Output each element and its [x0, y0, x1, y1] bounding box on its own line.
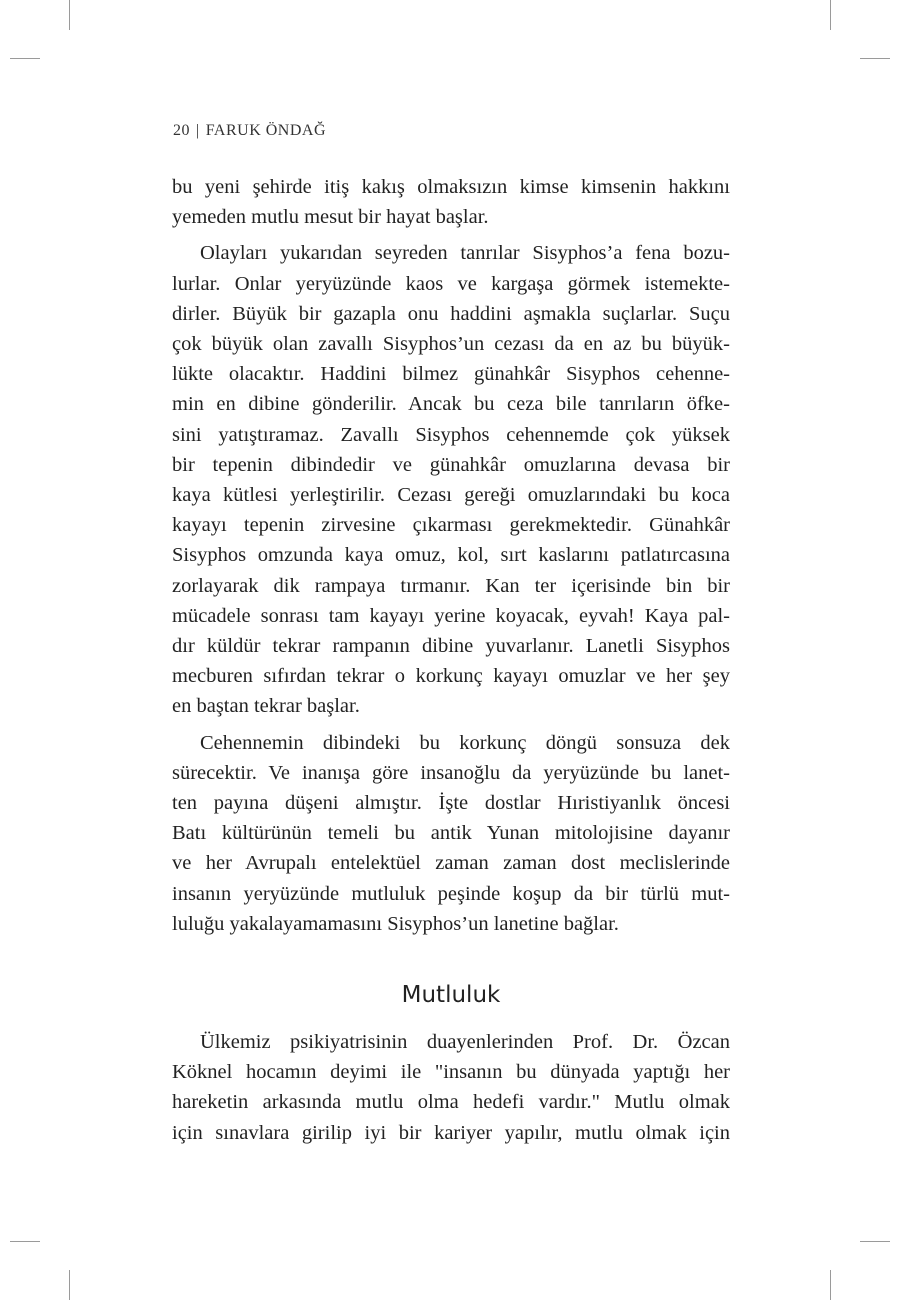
body-text — [172, 172, 730, 945]
paragraph-2 — [172, 238, 730, 721]
text-line: mücadele sonrası tam kayayı yerine koyacak, eyvah! Kaya pal- — [172, 604, 730, 627]
section-body-text — [172, 1027, 730, 1148]
paragraph-3 — [172, 728, 730, 939]
running-header — [173, 122, 326, 140]
text-line: bu yeni şehirde itiş kakış olmaksızın kimse kimsenin hakkını — [172, 176, 730, 198]
page-number: 20 — [173, 122, 190, 139]
text-line: Batı kültürünün temeli bu antik Yunan mitolojisine dayanır — [172, 822, 730, 845]
text-line: dirler. Büyük bir gazapla onu haddini aşmakla suçlarlar. Suçu — [172, 302, 730, 325]
text-line: yemeden mutlu mesut bir hayat başlar. — [172, 206, 489, 229]
text-line: min en dibine gönderilir. Ancak bu ceza bile tanrıların öfke- — [172, 393, 730, 416]
paragraph-1 — [172, 172, 730, 232]
crop-mark — [10, 1241, 40, 1242]
text-line: insanın yeryüzünde mutluluk peşinde koşup da bir türlü mut- — [172, 882, 730, 905]
header-separator: | — [196, 122, 200, 139]
text-line: luluğu yakalayamamasını Sisyphos’un lanetine bağlar. — [172, 912, 619, 935]
text-line: Sisyphos omzunda kaya omuz, kol, sırt kaslarını patlatırcasına — [172, 544, 730, 567]
text-line: sini yatıştıramaz. Zavallı Sisyphos cehennemde çok yüksek — [172, 423, 730, 446]
text-line: kayayı tepenin zirvesine çıkarması gerekmektedir. Günahkâr — [172, 514, 730, 537]
text-line: Cehennemin dibindeki bu korkunç döngü sonsuza dek — [200, 731, 730, 754]
text-line: lükte olacaktır. Haddini bilmez günahkâr Sisyphos cehenne- — [172, 363, 730, 386]
crop-mark — [69, 1270, 70, 1300]
text-line: Ülkemiz psikiyatrisinin duayenlerinden Prof. Dr. Özcan — [200, 1031, 730, 1053]
text-line: kaya kütlesi yerleştirilir. Cezası gereği omuzlarındaki bu koca — [172, 484, 730, 507]
text-line: için sınavlara girilip iyi bir kariyer yapılır, mutlu olmak için — [172, 1121, 730, 1144]
text-line: ten payına düşeni almıştır. İşte dostlar Hıristiyanlık öncesi — [172, 792, 730, 815]
section-title: Mutluluk — [401, 982, 501, 1008]
crop-mark — [860, 1241, 890, 1242]
crop-mark — [10, 58, 40, 59]
crop-mark — [830, 1270, 831, 1300]
text-line: ve her Avrupalı entelektüel zaman zaman dost meclislerinde — [172, 852, 730, 875]
text-line: çok büyük olan zavallı Sisyphos’un cezası da en az bu büyük- — [172, 333, 730, 356]
crop-mark — [69, 0, 70, 30]
text-line: zorlayarak dik rampaya tırmanır. Kan ter içerisinde bin bir — [172, 574, 730, 597]
text-line: Köknel hocamın deyimi ile "insanın bu dünyada yaptığı her — [172, 1061, 730, 1084]
text-line: hareketin arkasında mutlu olma hedefi vardır." Mutlu olmak — [172, 1091, 730, 1114]
text-line: lurlar. Onlar yeryüzünde kaos ve kargaşa görmek istemekte- — [172, 272, 730, 295]
text-line: bir tepenin dibindedir ve günahkâr omuzlarına devasa bir — [172, 453, 730, 476]
crop-mark — [860, 58, 890, 59]
text-line: sürecektir. Ve inanışa göre insanoğlu da yeryüzünde bu lanet- — [172, 761, 730, 784]
text-line: mecburen sıfırdan tekrar o korkunç kayayı omuzlar ve her şey — [172, 665, 730, 688]
text-line: en baştan tekrar başlar. — [172, 695, 360, 718]
crop-mark — [830, 0, 831, 30]
text-line: Olayları yukarıdan seyreden tanrılar Sisyphos’a fena bozu- — [200, 242, 730, 265]
text-line: dır küldür tekrar rampanın dibine yuvarlanır. Lanetli Sisyphos — [172, 635, 730, 658]
header-author: FARUK ÖNDAĞ — [205, 122, 327, 139]
